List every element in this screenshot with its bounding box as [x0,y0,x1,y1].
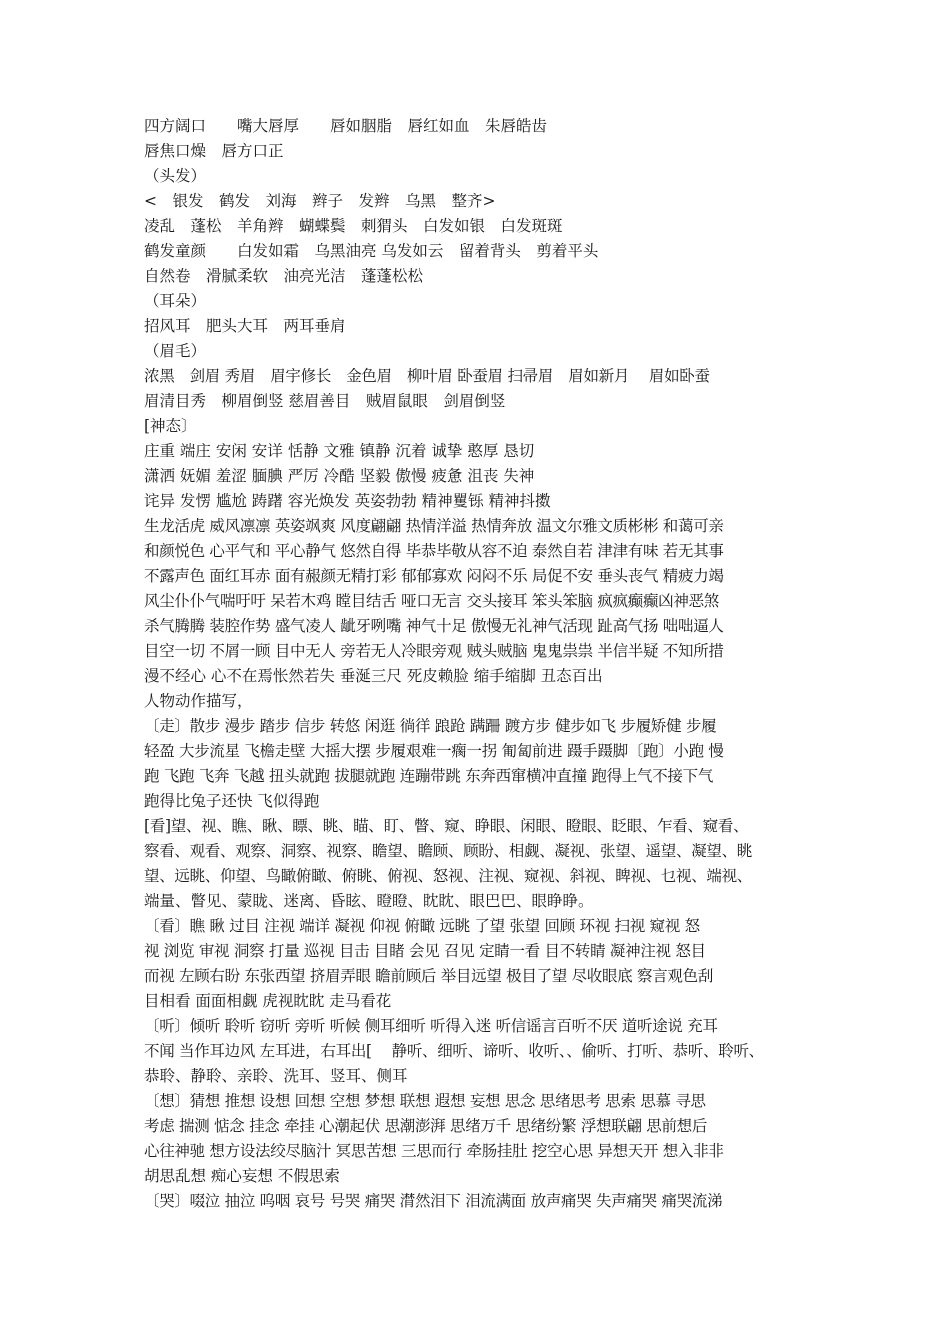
document-page [144,114,812,1214]
text-line: 胡思乱想 痴心妄想 不假思索 [144,1167,340,1185]
text-line: 心往神驰 想方设法绞尽脑汁 冥思苦想 三思而行 牵肠挂肚 挖空心思 异想天开 想入非非 [144,1142,724,1160]
section-heading-ears: （耳朵） [144,292,207,310]
text-line: 〔走〕散步 漫步 踏步 信步 转悠 闲逛 徜徉 踉跄 蹒跚 踱方步 健步如飞 步履矫健 步履 [144,717,717,735]
text-line: 漫不经心 心不在焉怅然若失 垂涎三尺 死皮赖脸 缩手缩脚 丑态百出 [144,667,603,685]
text-line: 察看、观看、观察、洞察、视察、瞻望、瞻顾、顾盼、相觑、凝视、张望、遥望、凝望、眺 [144,842,753,860]
text-line: 考虑 揣测 惦念 挂念 牵挂 心潮起伏 思潮澎湃 思绪万千 思绪纷繁 浮想联翩 思前想后 [144,1117,708,1135]
text-line: 唇焦口燥 唇方口正 [144,142,284,160]
text-line: 目空一切 不屑一顾 目中无人 旁若无人冷眼旁观 贼头贼脑 鬼鬼祟祟 半信半疑 不知所措 [144,642,724,660]
section-heading-actions: 人物动作描写， [144,692,253,710]
text-line: 〔听〕倾听 聆听 窃听 旁听 听候 侧耳细听 听得入迷 听信谣言百听不厌 道听途说 充耳 [144,1017,718,1035]
text-line: 和颜悦色 心平气和 平心静气 悠然自得 毕恭毕敬从容不迫 泰然自若 津津有味 若无其事 [144,542,724,560]
text-line: 自然卷 滑腻柔软 油亮光洁 蓬蓬松松 [144,267,424,285]
text-line: 不闻 当作耳边风 左耳进，右耳出[ 静听、细听、谛听、收听、、偷听、打听、恭听、聆听、 [144,1042,764,1060]
text-line: 风尘仆仆气喘吁吁 呆若木鸡 瞠目结舌 哑口无言 交头接耳 笨头笨脑 疯疯癫癫凶神恶煞 [144,592,719,610]
section-heading-expression: [神态〕 [144,417,197,435]
text-line: 端量、瞥见、蒙眬、迷离、昏眩、瞪瞪、眈眈、眼巴巴、眼睁睁。 [144,892,594,910]
text-line: 望、远眺、仰望、鸟瞰俯瞰、俯眺、俯视、怒视、注视、窥视、斜视、睥视、乜视、端视、 [144,867,753,885]
text-line: 跑 飞跑 飞奔 飞越 扭头就跑 拔腿就跑 连蹦带跳 东奔西窜横冲直撞 跑得上气不接下气 [144,767,714,785]
text-line: 〔看〕瞧 瞅 过目 注视 端详 凝视 仰视 俯瞰 远眺 了望 张望 回顾 环视 扫视 窥视 怒 [144,917,700,935]
text-line: 跑得比兔子还快 飞似得跑 [144,792,320,810]
text-line: 不露声色 面红耳赤 面有赧颜无精打彩 郁郁寡欢 闷闷不乐 局促不安 垂头丧气 精疲力竭 [144,567,724,585]
text-line: 凌乱 蓬松 羊角辫 蝴蝶鬓 刺猬头 白发如银 白发斑斑 [144,217,563,235]
text-line: 庄重 端庄 安闲 安详 恬静 文雅 镇静 沉着 诚挚 憨厚 恳切 [144,442,535,460]
text-line: 〔想〕猜想 推想 设想 回想 空想 梦想 联想 遐想 妄想 思念 思绪思考 思索 思慕 寻思 [144,1092,706,1110]
text-line: < 银发 鹤发 刘海 辫子 发辫 乌黑 整齐> [144,192,496,210]
text-line: 生龙活虎 威风凛凛 英姿飒爽 风度翩翩 热情洋溢 热情奔放 温文尔雅文质彬彬 和蔼可亲 [144,517,724,535]
text-line: 而视 左顾右盼 东张西望 挤眉弄眼 瞻前顾后 举目远望 极目了望 尽收眼底 察言观色刮 [144,967,714,985]
text-line: 视 浏览 审视 洞察 打量 巡视 目击 目睹 会见 召见 定睛一看 目不转睛 凝神注视 怒目 [144,942,706,960]
text-line: 恭聆、静聆、亲聆、洗耳、竖耳、侧耳 [144,1067,408,1085]
text-line: 潇洒 妩媚 羞涩 腼腆 严厉 冷酷 坚毅 傲慢 疲惫 沮丧 失神 [144,467,535,485]
text-line: 鹤发童颜 白发如霜 乌黑油亮 乌发如云 留着背头 剪着平头 [144,242,599,260]
text-line: 招风耳 肥头大耳 两耳垂肩 [144,317,346,335]
text-line: 诧异 发愣 尴尬 踌躇 容光焕发 英姿勃勃 精神矍铄 精神抖擞 [144,492,551,510]
text-line: [看]望、视、瞧、瞅、瞟、眺、瞄、盯、瞥、窥、睁眼、闲眼、瞪眼、眨眼、乍看、窥看、 [144,817,749,835]
text-line: 眉清目秀 柳眉倒竖 慈眉善目 贼眉鼠眼 剑眉倒竖 [144,392,506,410]
text-line: 杀气腾腾 装腔作势 盛气凌人 龇牙咧嘴 神气十足 傲慢无礼神气活现 趾高气扬 咄咄逼人 [144,617,724,635]
text-line: 轻盈 大步流星 飞檐走壁 大摇大摆 步履艰难一瘸一拐 匍匐前进 蹑手蹑脚〔跑〕小跑 慢 [144,742,724,760]
text-line: 目相看 面面相觑 虎视眈眈 走马看花 [144,992,392,1010]
section-heading-eyebrows: （眉毛） [144,342,207,360]
text-line: 四方阔口 嘴大唇厚 唇如胭脂 唇红如血 朱唇皓齿 [144,117,548,135]
section-heading-hair: （头发） [144,167,207,185]
text-line: 〔哭〕啜泣 抽泣 呜咽 哀号 号哭 痛哭 潸然泪下 泪流满面 放声痛哭 失声痛哭 痛哭流涕 [144,1192,723,1210]
text-line: 浓黑 剑眉 秀眉 眉宇修长 金色眉 柳叶眉 卧蚕眉 扫帚眉 眉如新月 眉如卧蚕 [144,367,710,385]
